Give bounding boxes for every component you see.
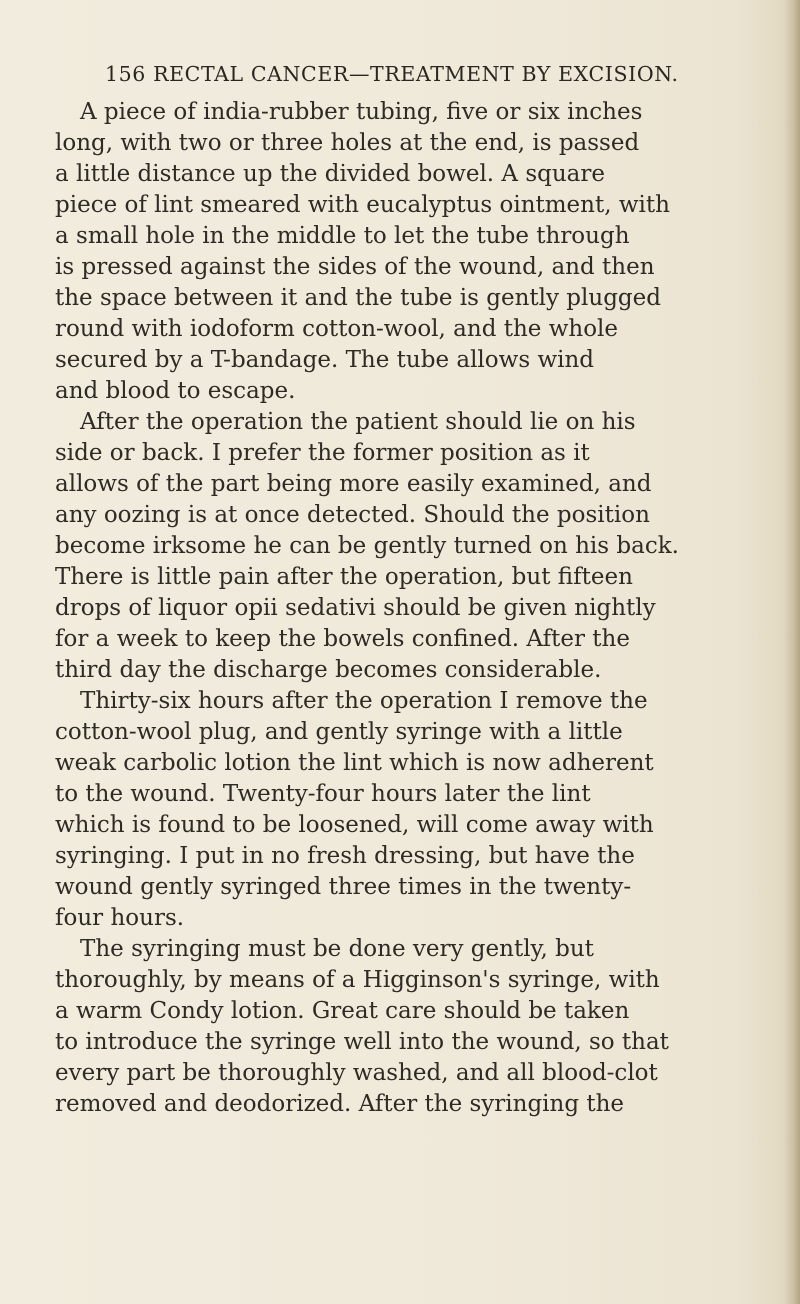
text-line: a little distance up the divided bowel. A square [55, 161, 606, 187]
text-line: third day the discharge becomes considerable. [55, 657, 602, 683]
text-line: drops of liquor opii sedativi should be given nightly [55, 595, 656, 621]
text-line: to introduce the syringe well into the wound, so that [55, 1029, 669, 1055]
page-edge-shadow [784, 0, 800, 1304]
text-line: wound gently syringed three times in the twenty- [55, 874, 632, 900]
text-line: thoroughly, by means of a Higginson's syringe, with [55, 967, 660, 993]
text-line: to the wound. Twenty-four hours later the lint [55, 781, 591, 807]
text-line: round with iodoform cotton-wool, and the whole [55, 316, 619, 342]
text-line: become irksome he can be gently turned on his back. [55, 533, 679, 559]
text-line: long, with two or three holes at the end, is passed [55, 130, 640, 156]
text-line: secured by a T-bandage. The tube allows wind [55, 347, 595, 373]
running-title: RECTAL CANCER—TREATMENT BY EXCISION. [153, 62, 679, 86]
text-line: removed and deodorized. After the syringing the [55, 1091, 625, 1117]
text-line: syringing. I put in no fresh dressing, but have the [55, 843, 635, 869]
text-line: a small hole in the middle to let the tube through [55, 223, 630, 249]
page-number: 156 [105, 62, 146, 86]
running-header [105, 62, 679, 86]
text-line: and blood to escape. [55, 378, 296, 404]
paragraph-first-line: A piece of india-rubber tubing, five or six inches [80, 99, 643, 125]
text-line: any oozing is at once detected. Should the position [55, 502, 650, 528]
paragraph-first-line: The syringing must be done very gently, but [80, 936, 594, 962]
text-line: a warm Condy lotion. Great care should be taken [55, 998, 630, 1024]
text-line: for a week to keep the bowels confined. After the [55, 626, 630, 652]
text-line: every part be thoroughly washed, and all blood-clot [55, 1060, 658, 1086]
text-line: weak carbolic lotion the lint which is now adherent [55, 750, 654, 776]
text-line: allows of the part being more easily examined, and [55, 471, 652, 497]
text-line: side or back. I prefer the former position as it [55, 440, 590, 466]
text-line: is pressed against the sides of the wound, and then [55, 254, 655, 280]
text-line: cotton-wool plug, and gently syringe with a little [55, 719, 623, 745]
paragraph-first-line: Thirty-six hours after the operation I remove the [80, 688, 648, 714]
paragraph-first-line: After the operation the patient should lie on his [80, 409, 636, 435]
text-line: piece of lint smeared with eucalyptus ointment, with [55, 192, 670, 218]
text-line: the space between it and the tube is gently plugged [55, 285, 661, 311]
text-line: which is found to be loosened, will come away with [55, 812, 654, 838]
text-line: There is little pain after the operation, but fifteen [55, 564, 633, 590]
text-line: four hours. [55, 905, 185, 931]
